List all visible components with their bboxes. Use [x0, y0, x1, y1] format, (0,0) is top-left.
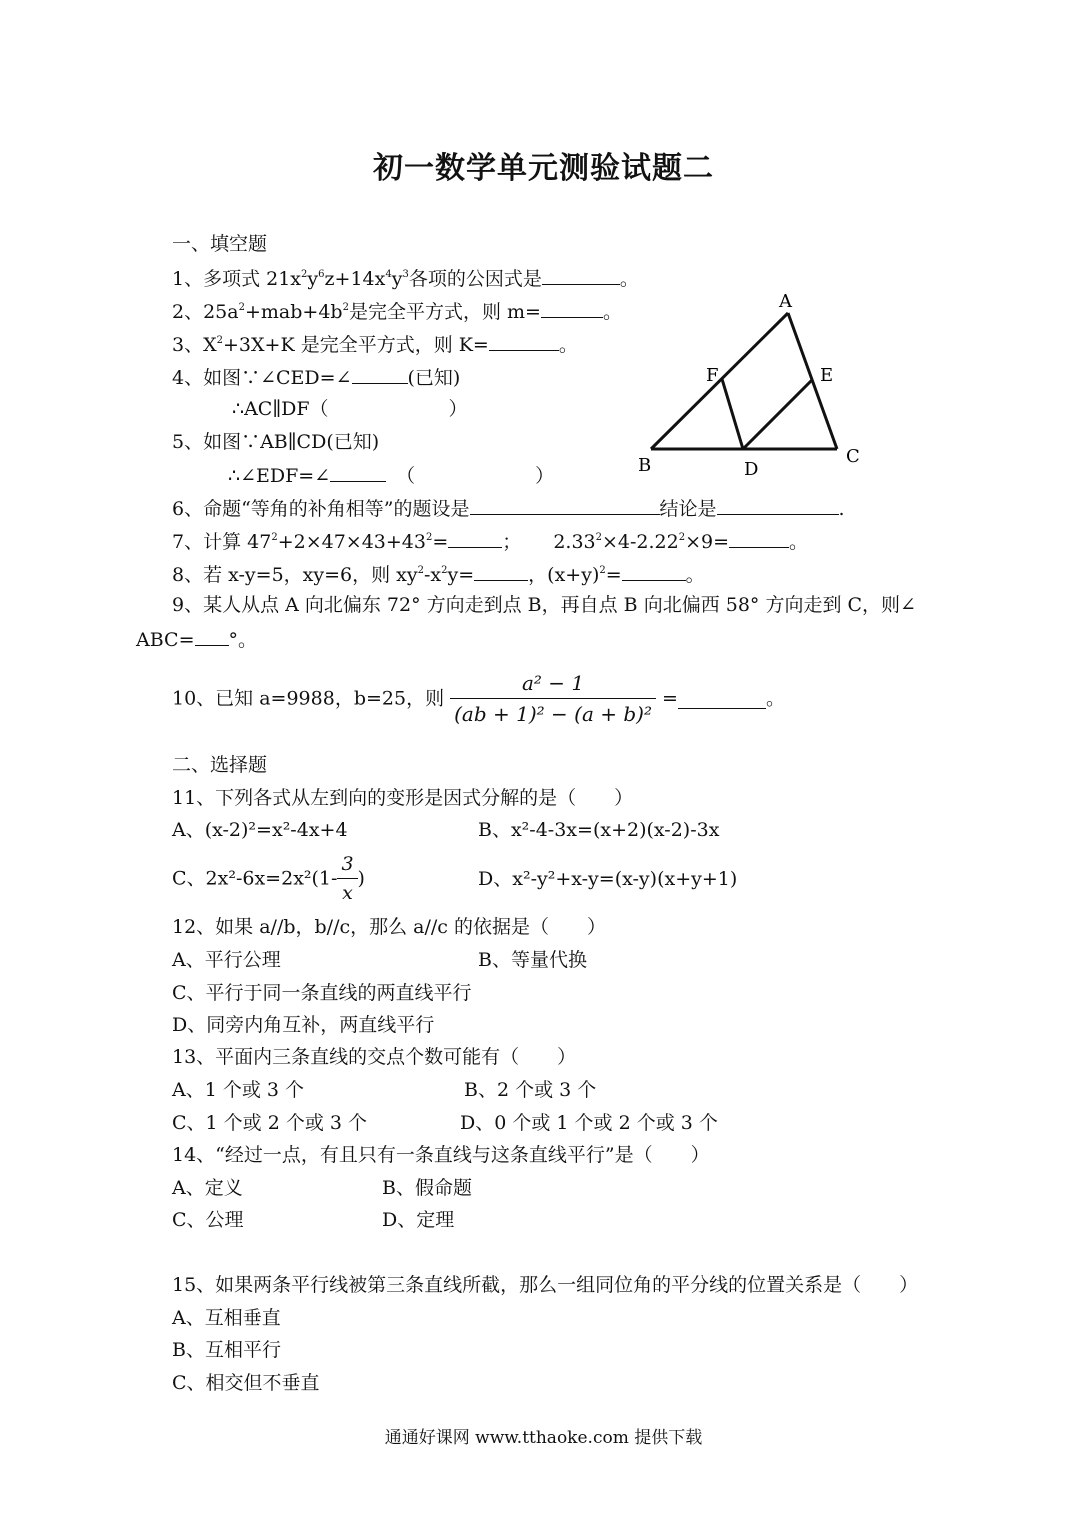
fraction-numerator: a² − 1 — [450, 668, 656, 699]
answer-blank — [541, 297, 603, 318]
answer-blank — [622, 560, 686, 581]
question-4-line-2: ∴AC∥DF（ ） — [232, 398, 468, 420]
option-13-c: C、1 个或 2 个或 3 个 — [172, 1112, 368, 1134]
option-14-c: C、公理 — [172, 1209, 244, 1231]
segment-fd — [722, 379, 743, 449]
question-8: 8、若 x-y=5，xy=6，则 $xy^2-x^2y=$ ，$(x+y)^2=$ 。 — [172, 560, 705, 588]
option-15-a: A、互相垂直 — [172, 1307, 281, 1329]
option-13-b: B、2 个或 3 个 — [464, 1079, 597, 1101]
label-d: D — [744, 459, 759, 480]
question-1: 1、多项式 $21x^2y^6z+14x^4y^3$各项的公因式是 。 — [172, 264, 639, 292]
option-13-a: A、1 个或 3 个 — [172, 1079, 305, 1101]
answer-blank — [195, 625, 229, 646]
answer-blank — [678, 688, 766, 709]
fraction-denominator: x — [342, 882, 353, 904]
question-2: 2、$25a^2+mab+4b^2$是完全平方式，则 m= 。 — [172, 297, 622, 325]
question-6: 6、命题“等角的补角相等”的题设是 结论是 . — [172, 494, 845, 522]
question-7: 7、计算 $47^2+2\times 47\times 43+43^2=$ ； $2.33^2\times 4-2.22^2\times 9=$ 。 — [172, 527, 808, 555]
option-12-a: A、平行公理 — [172, 949, 281, 971]
answer-blank — [352, 363, 408, 384]
segment-ab — [651, 313, 788, 449]
answer-blank — [729, 527, 789, 548]
segment-de — [743, 380, 812, 449]
question-5-line-1: 5、如图∵AB∥CD(已知) — [172, 431, 380, 453]
fraction-denominator: (ab + 1)² − (a + b)² — [454, 702, 652, 726]
answer-blank — [448, 527, 502, 548]
answer-blank — [489, 330, 559, 351]
fraction-numerator: 3 — [337, 850, 357, 879]
answer-blank — [470, 494, 660, 515]
page-title: 初一数学单元测验试题二 — [373, 151, 714, 186]
fraction — [450, 668, 656, 729]
question-13-stem: 13、平面内三条直线的交点个数可能有（ ） — [172, 1046, 577, 1068]
question-5-line-2: ∴∠EDF=∠ （ ） — [228, 461, 554, 489]
section-heading-fill-in: 一、填空题 — [172, 233, 268, 255]
triangle-figure — [630, 285, 870, 485]
answer-blank — [717, 494, 839, 515]
question-4-line-1: 4、如图∵∠CED=∠ (已知) — [172, 363, 460, 391]
answer-blank — [330, 461, 386, 482]
option-11-c: C、2x²-6x=2x²(1- $\frac{3}{x}$ ) — [172, 850, 365, 907]
question-14-stem: 14、“经过一点，有且只有一条直线与这条直线平行”是（ ） — [172, 1144, 710, 1166]
footer-credit: 通通好课网 www.tthaoke.com 提供下载 — [384, 1428, 703, 1448]
question-11-stem: 11、下列各式从左到向的变形是因式分解的是（ ） — [172, 787, 634, 809]
option-15-b: B、互相平行 — [172, 1339, 281, 1361]
label-b: B — [638, 455, 652, 476]
option-14-d: D、定理 — [382, 1209, 455, 1231]
question-3: 3、$X^2+3X+K$ 是完全平方式，则 K= 。 — [172, 330, 578, 358]
option-12-b: B、等量代换 — [478, 949, 587, 971]
answer-blank — [542, 264, 620, 285]
label-c: C — [846, 446, 860, 467]
question-10: 10、已知 a=9988，b=25，则 $\frac{\text{a² − 1}}{\text{(ab + 1)² − (a + b)²}}$ = 。 — [172, 668, 785, 729]
option-11-b: B、x²-4-3x=(x+2)(x-2)-3x — [478, 819, 720, 841]
option-14-b: B、假命题 — [382, 1177, 472, 1199]
question-12-stem: 12、如果 a//b，b//c，那么 a//c 的依据是（ ） — [172, 916, 606, 938]
question-9-line-1: 9、某人从点 A 向北偏东 72° 方向走到点 B，再自点 B 向北偏西 58° 方向走到 C，则∠ — [172, 594, 916, 616]
option-11-a: A、(x-2)²=x²-4x+4 — [172, 819, 348, 841]
answer-blank — [474, 560, 528, 581]
question-15-stem: 15、如果两条平行线被第三条直线所截，那么一组同位角的平分线的位置关系是（ ） — [172, 1274, 919, 1296]
section-heading-multiple-choice: 二、选择题 — [172, 754, 268, 776]
label-e: E — [820, 365, 834, 386]
fraction — [337, 850, 357, 907]
label-f: F — [706, 365, 719, 386]
option-15-c: C、相交但不垂直 — [172, 1372, 320, 1394]
label-a: A — [779, 291, 792, 312]
option-11-d: D、x²-y²+x-y=(x-y)(x+y+1) — [478, 868, 738, 890]
option-12-c: C、平行于同一条直线的两直线平行 — [172, 982, 472, 1004]
option-12-d: D、同旁内角互补，两直线平行 — [172, 1014, 435, 1036]
question-9-line-2: ABC= °。 — [136, 625, 257, 653]
option-13-d: D、0 个或 1 个或 2 个或 3 个 — [460, 1112, 718, 1134]
option-14-a: A、定义 — [172, 1177, 243, 1199]
